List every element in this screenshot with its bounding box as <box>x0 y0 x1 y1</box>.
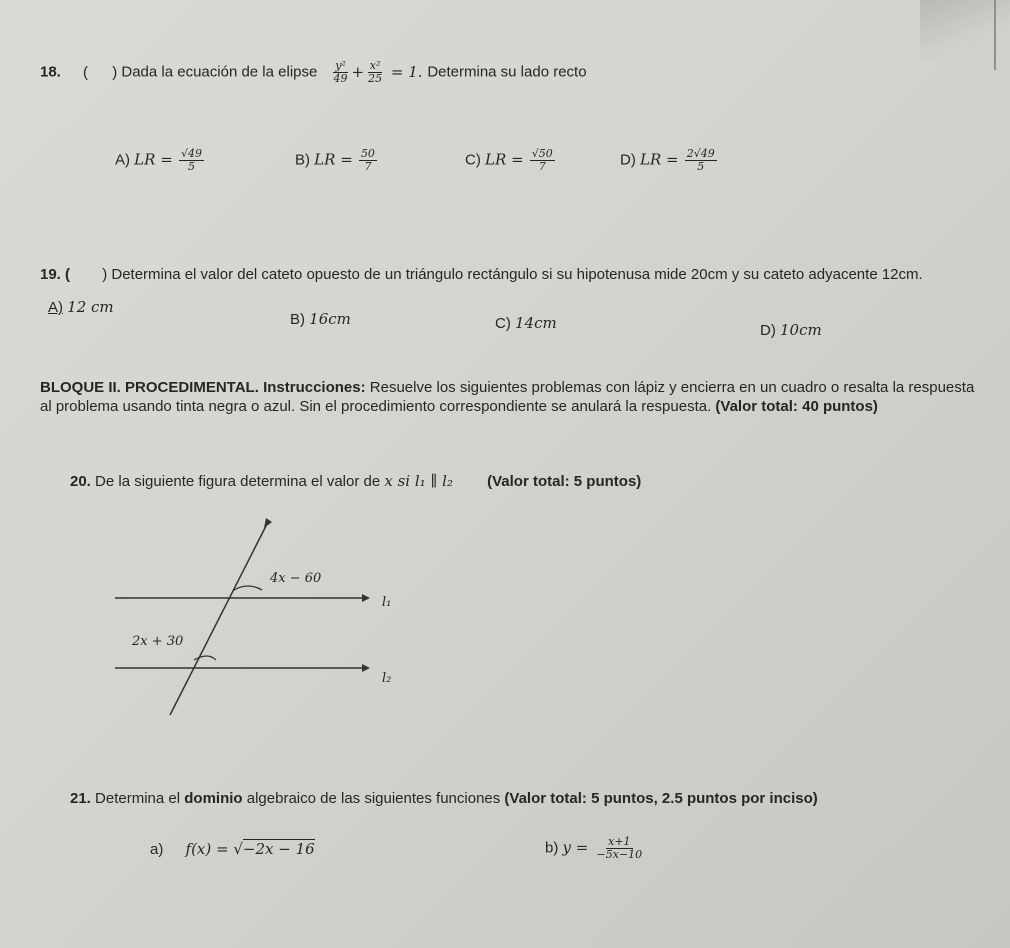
q18-equation: $\frac{\text{y²}}{49}$ + $\frac{\text{x²}}{25}$ = 1. <box>333 59 423 85</box>
q21-prompt-bold: dominio <box>184 790 243 807</box>
q20-line <box>70 472 641 490</box>
q21-line <box>70 790 818 807</box>
q21-a-root: −2x − 16 <box>242 840 315 858</box>
q18-paren-close: ) <box>112 63 118 81</box>
q18-prompt: Dada la ecuación de la elipse <box>121 63 318 81</box>
label-l1: l₁ <box>382 595 392 610</box>
q19-option-a[interactable]: A) 12 cm <box>48 298 114 316</box>
q19-option-d[interactable]: D) 10cm <box>760 321 822 339</box>
angle-label-bottom: 2x + 30 <box>132 634 184 649</box>
block-instructions <box>40 378 975 416</box>
q19-option-b[interactable]: B) 16cm <box>290 310 351 328</box>
desk-edge <box>994 0 996 70</box>
q21-b-label: b) <box>545 839 559 857</box>
q18-option-a[interactable]: A) LR = $\frac{√49}{5}$ <box>115 147 202 173</box>
q21-b-frac: $\frac{x+1}{-5x-10}$ <box>596 835 643 861</box>
q18-eq-frac-2: $\frac{\text{x²}}{25}$ <box>368 59 383 85</box>
q21-a-label: a) <box>150 841 164 858</box>
q18-option-d[interactable]: D) LR = $\frac{2√49}{5}$ <box>620 147 715 173</box>
q19-paren-close: ) <box>102 266 108 283</box>
transversal-line <box>170 522 268 715</box>
block-heading: BLOQUE II. PROCEDIMENTAL. <box>40 379 259 396</box>
label-l2: l₂ <box>382 671 392 686</box>
q20-var: x si l₁ ∥ l₂ <box>384 472 453 490</box>
angle-label-top: 4x − 60 <box>270 571 322 586</box>
q18-prompt-end: Determina su lado recto <box>427 63 587 81</box>
line-l2-arrow <box>362 664 370 672</box>
q21-b-lhs: y = <box>562 838 589 857</box>
instructions-label: Instrucciones: <box>263 379 366 396</box>
line-l1-arrow <box>362 594 370 602</box>
instructions-text: Resuelve los siguientes problemas con lápiz y encierra en un cuadro o resalta la respuesta al problema usando tinta negra o azul. Sin el procedimiento correspondiente se anulará la respuesta. <box>40 379 975 415</box>
angle-arc-top <box>234 586 262 590</box>
q20-points: (Valor total: 5 puntos) <box>487 473 642 490</box>
q21-part-a <box>150 840 315 858</box>
q21-a-lhs: f(x) = <box>185 840 234 858</box>
q18-eq-frac-1: $\frac{\text{y²}}{49}$ <box>333 59 348 85</box>
q21-number: 21. <box>70 790 91 807</box>
q18-option-b[interactable]: B) LR = $\frac{50}{7}$ <box>295 147 375 173</box>
parallel-lines-figure <box>100 510 420 730</box>
q19-prompt: Determina el valor del cateto opuesto de un triángulo rectángulo si su hipotenusa mide 20cm y su cateto adyacente 12cm. <box>111 266 923 283</box>
q20-number: 20. <box>70 473 91 490</box>
q19-number: 19. ( <box>40 266 71 283</box>
angle-arc-bottom <box>194 656 216 660</box>
q18-line <box>40 60 587 85</box>
q18-option-c[interactable]: C) LR = $\frac{√50}{7}$ <box>465 147 553 173</box>
q19-option-c[interactable]: C) 14cm <box>495 314 557 332</box>
q21-points: (Valor total: 5 puntos, 2.5 puntos por inciso) <box>504 790 818 807</box>
q21-prompt-b: algebraico de las siguientes funciones <box>246 790 501 807</box>
q21-a-sqrt-symbol: √ <box>233 840 243 858</box>
q18-number: 18. <box>40 63 61 81</box>
block-total: (Valor total: 40 puntos) <box>715 398 878 415</box>
transversal-arrow <box>264 518 272 528</box>
q20-prompt: De la siguiente figura determina el valor de <box>95 473 381 490</box>
q21-part-b <box>545 836 646 861</box>
q18-paren-open: ( <box>83 63 89 81</box>
paper-corner-shadow <box>920 0 1010 60</box>
q19-line <box>40 266 923 283</box>
q21-prompt-a: Determina el <box>95 790 181 807</box>
